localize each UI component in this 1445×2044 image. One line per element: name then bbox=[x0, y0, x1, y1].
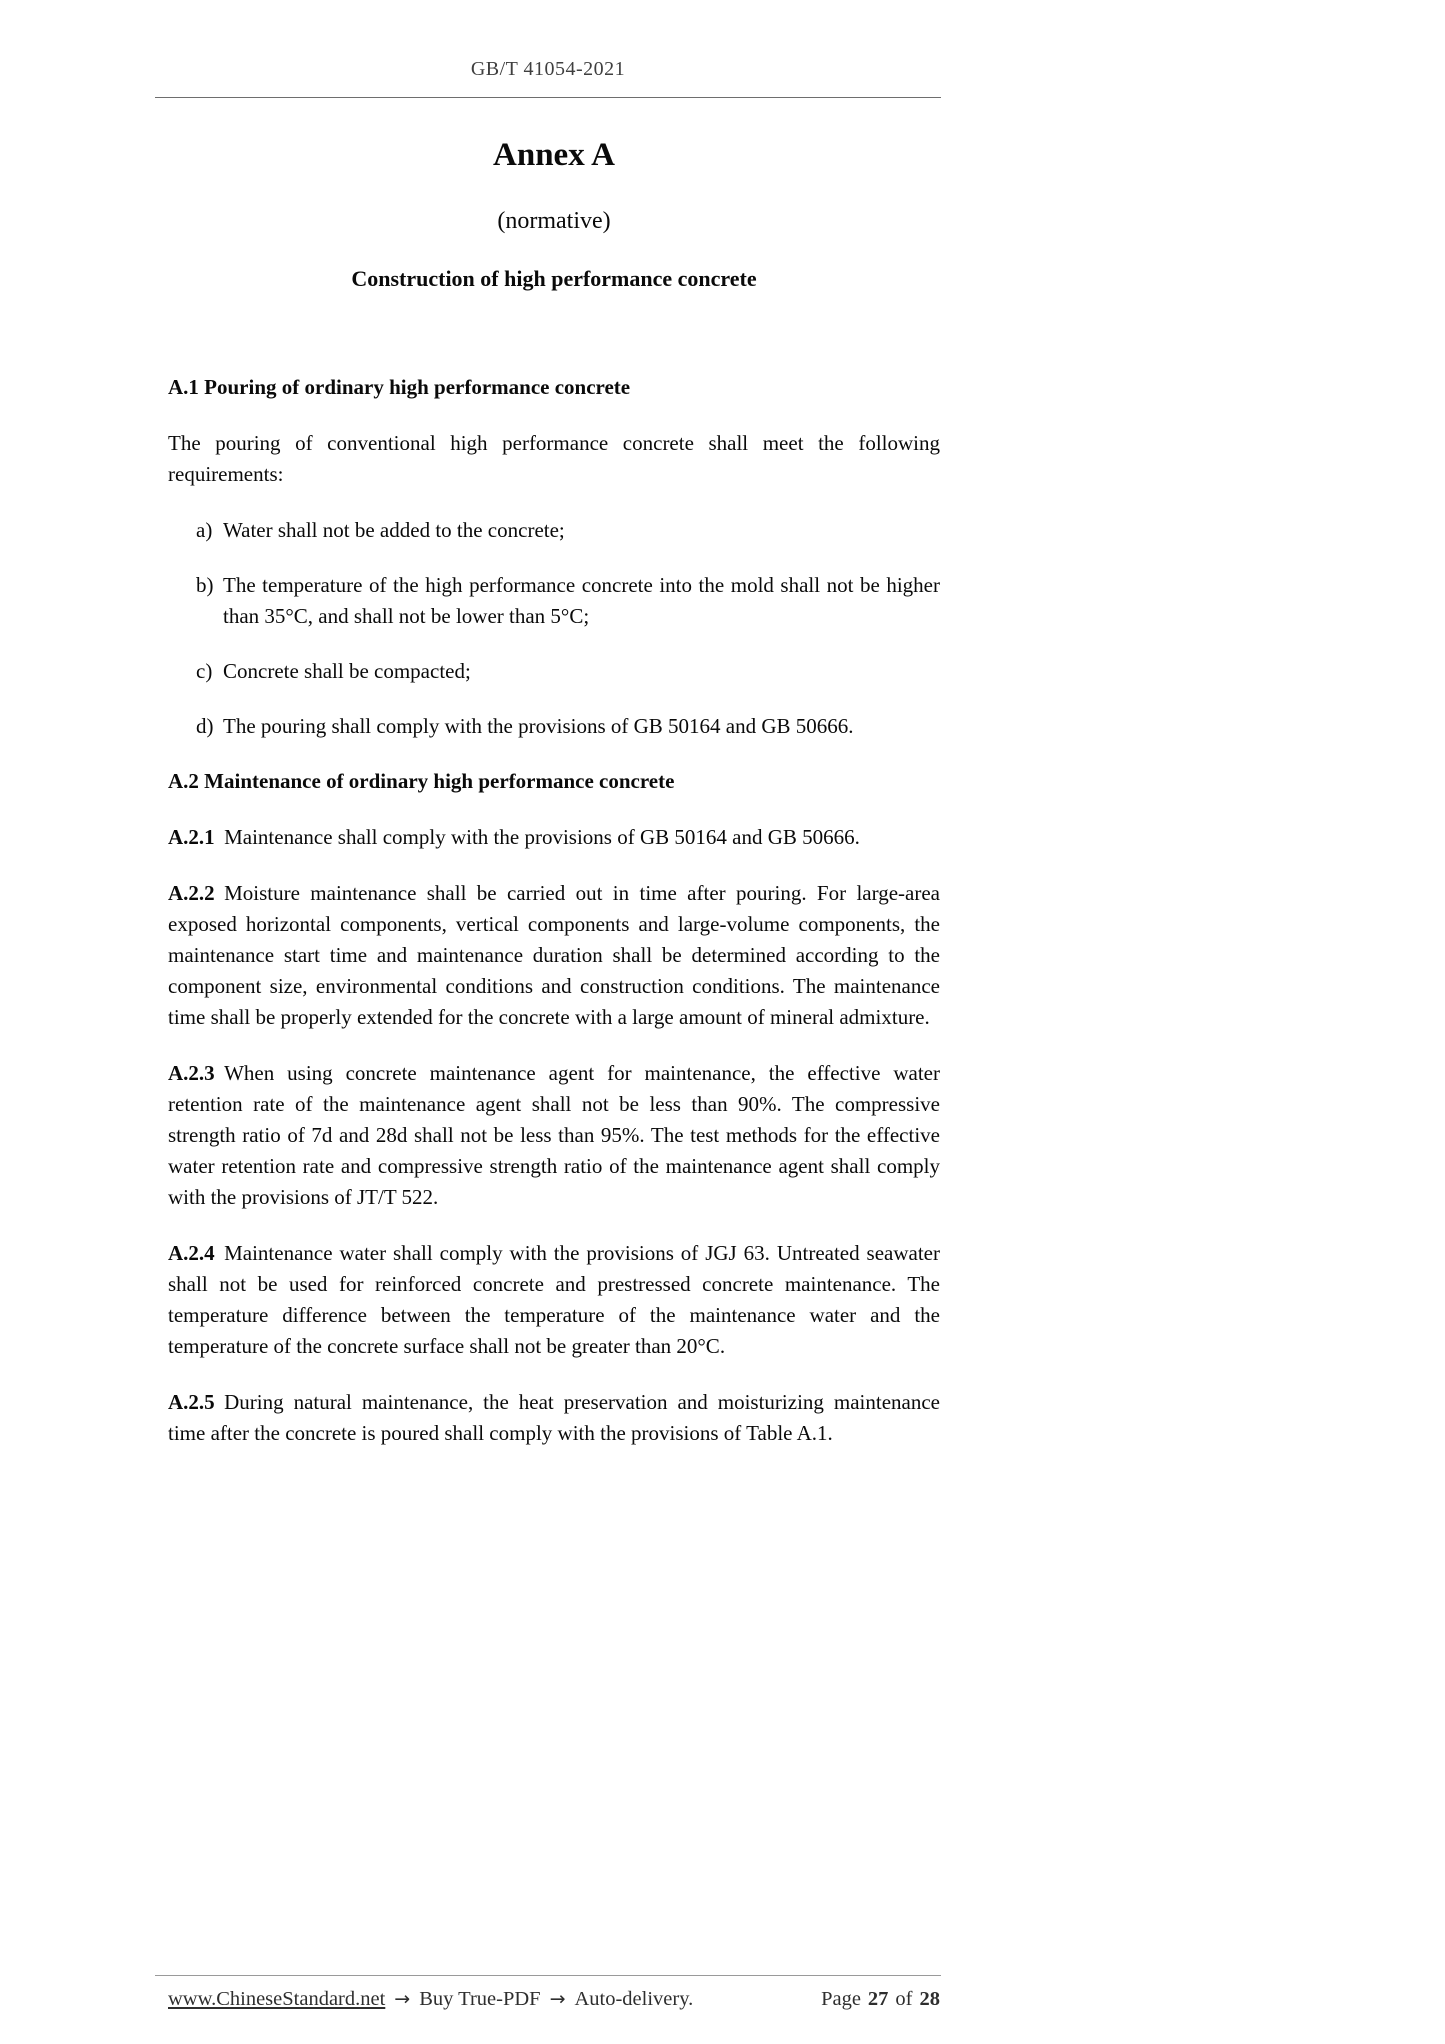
clause-text: Maintenance shall comply with the provisions of GB 50164 and GB 50666. bbox=[224, 824, 860, 849]
section-a2-heading: A.2 Maintenance of ordinary high performance concrete bbox=[168, 768, 675, 793]
clause-number: A.2.4 bbox=[168, 1240, 215, 1265]
buy-pdf-text: Buy True-PDF bbox=[419, 1988, 541, 2010]
list-item-text: Water shall not be added to the concrete; bbox=[223, 517, 565, 542]
annex-title: Annex A bbox=[493, 137, 615, 173]
clause-a2-5 bbox=[168, 1387, 940, 1449]
clause-a2-4 bbox=[168, 1238, 940, 1362]
header-divider bbox=[155, 97, 941, 98]
list-item-text: The pouring shall comply with the provisions of GB 50164 and GB 50666. bbox=[223, 713, 854, 738]
list-item-c bbox=[196, 656, 940, 687]
clause-a2-1 bbox=[168, 822, 940, 853]
doc-number: GB/T 41054-2021 bbox=[470, 58, 626, 80]
list-marker: d) bbox=[196, 713, 214, 738]
list-item-text: The temperature of the high performance concrete into the mold shall not be higher than 35°C, and shall not be lower than 5°C; bbox=[223, 572, 940, 628]
clause-number: A.2.1 bbox=[168, 824, 215, 849]
clause-text: Maintenance water shall comply with the provisions of JGJ 63. Untreated seawater shall not be used for reinforced concrete and prestressed concrete maintenance. The temperature difference between the temperature of the maintenance water and the temperature of the concrete surface shall not be greater than 20°C. bbox=[168, 1240, 940, 1358]
section-a1-heading: A.1 Pouring of ordinary high performance concrete bbox=[168, 374, 631, 399]
footer-divider bbox=[155, 1975, 941, 1976]
clause-a2-2 bbox=[168, 878, 940, 1033]
list-item-d bbox=[196, 711, 940, 742]
page-current: 27 bbox=[867, 1988, 889, 2010]
annex-subtitle: Construction of high performance concrete bbox=[351, 265, 757, 291]
clause-text: Moisture maintenance shall be carried out in time after pouring. For large-area exposed horizontal components, vertical components and large-volume components, the maintenance start time and maintenance duration shall be determined according to the component size, environmental conditions and construction conditions. The maintenance time shall be properly extended for the concrete with a large amount of mineral admixture. bbox=[168, 880, 940, 1029]
clause-text: When using concrete maintenance agent for maintenance, the effective water retention rate of the maintenance agent shall not be less than 90%. The compressive strength ratio of 7d and 28d shall not be less than 95%. The test methods for the effective water retention rate and compressive strength ratio of the maintenance agent shall comply with the provisions of JT/T 522. bbox=[168, 1060, 940, 1209]
page-label: Page bbox=[821, 1988, 861, 2010]
list-item-b bbox=[196, 570, 940, 632]
list-item-a bbox=[196, 515, 940, 546]
list-marker: c) bbox=[196, 658, 213, 683]
list-item-text: Concrete shall be compacted; bbox=[223, 658, 471, 683]
list-marker: a) bbox=[196, 517, 213, 542]
footer-promo bbox=[168, 1988, 693, 2011]
clause-number: A.2.2 bbox=[168, 880, 215, 905]
clause-number: A.2.3 bbox=[168, 1060, 215, 1085]
site-link[interactable]: www.ChineseStandard.net bbox=[168, 1988, 386, 2010]
page-indicator bbox=[821, 1988, 940, 2011]
page-total: 28 bbox=[919, 1988, 940, 2010]
list-marker: b) bbox=[196, 572, 214, 597]
normative-label: (normative) bbox=[497, 207, 611, 234]
a1-intro-paragraph: The pouring of conventional high performance concrete shall meet the following requirements: bbox=[168, 430, 940, 486]
clause-text: During natural maintenance, the heat preservation and moisturizing maintenance time after the concrete is poured shall comply with the provisions of Table A.1. bbox=[168, 1389, 940, 1445]
clause-number: A.2.5 bbox=[168, 1389, 215, 1414]
arrow-right-icon: → bbox=[549, 1988, 566, 2010]
auto-delivery-text: Auto-delivery. bbox=[574, 1988, 694, 2010]
document-body bbox=[168, 130, 940, 1474]
clause-a2-3 bbox=[168, 1058, 940, 1213]
page-footer bbox=[168, 1988, 940, 2011]
arrow-right-icon: → bbox=[394, 1988, 411, 2010]
of-label: of bbox=[895, 1988, 913, 2010]
